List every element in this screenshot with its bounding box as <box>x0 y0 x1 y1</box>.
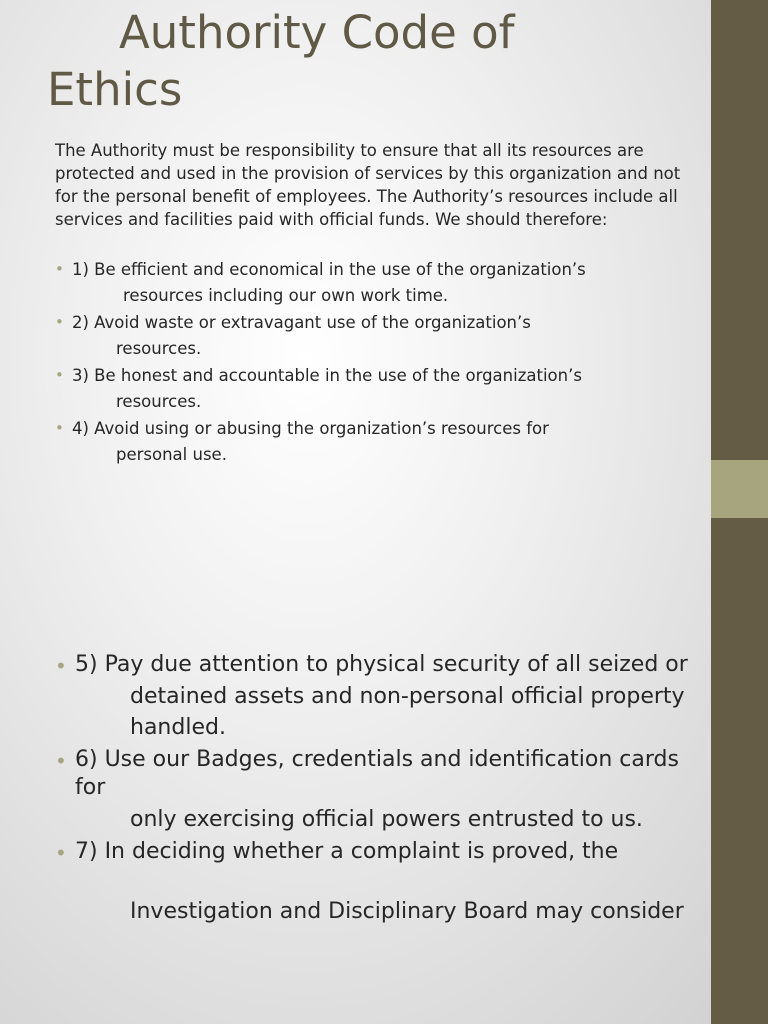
bullet-icon: • <box>55 749 67 773</box>
list-item <box>55 311 695 360</box>
list-item-line2: resources including our own work time. <box>123 286 449 305</box>
list-item <box>55 746 695 834</box>
small-bullet-list <box>55 258 695 470</box>
list-item-line1: 3) Be honest and accountable in the use of the organization’s <box>72 366 582 385</box>
bullet-icon: • <box>55 313 64 331</box>
list-item-line2: Investigation and Disciplinary Board may consider <box>130 899 684 924</box>
slide-title-line1: Authority Code of <box>119 6 515 59</box>
list-item-line1: 2) Avoid waste or extravagant use of the organization’s <box>72 313 531 332</box>
right-sidebar-accent <box>711 460 768 518</box>
list-item-line1: 5) Pay due attention to physical security of all seized or <box>75 652 688 677</box>
list-item-line2: only exercising official powers entrusted to us. <box>130 807 643 832</box>
large-bullet-list <box>55 651 695 930</box>
list-item-line1: 1) Be efficient and economical in the use of the organization’s <box>72 260 586 279</box>
list-item <box>55 417 695 466</box>
list-item-line1: 4) Avoid using or abusing the organization’s resources for <box>72 419 549 438</box>
list-item-line3: handled. <box>130 715 226 740</box>
list-item-line2: personal use. <box>116 445 227 464</box>
list-item <box>55 651 695 742</box>
bullet-icon: • <box>55 841 67 865</box>
slide-title-line2: Ethics <box>47 63 183 116</box>
list-item-line2: resources. <box>116 339 202 358</box>
slide-title <box>47 4 667 118</box>
list-item <box>55 258 695 307</box>
bullet-icon: • <box>55 260 64 278</box>
list-item-line2: resources. <box>116 392 202 411</box>
bullet-icon: • <box>55 654 67 678</box>
bullet-icon: • <box>55 419 64 437</box>
list-item <box>55 364 695 413</box>
bullet-icon: • <box>55 366 64 384</box>
list-item-line2: detained assets and non-personal official property <box>130 684 685 709</box>
list-item <box>55 838 695 926</box>
intro-paragraph: The Authority must be responsibility to ensure that all its resources are protected and used in the provision of services by this organization and not for the personal benefit of employees. The Authority’s resources include all services and facilities paid with official funds. We should therefore: <box>55 141 681 229</box>
list-item-line1: 6) Use our Badges, credentials and identification cards for <box>75 747 679 800</box>
list-item-line1: 7) In deciding whether a complaint is proved, the <box>75 839 619 864</box>
